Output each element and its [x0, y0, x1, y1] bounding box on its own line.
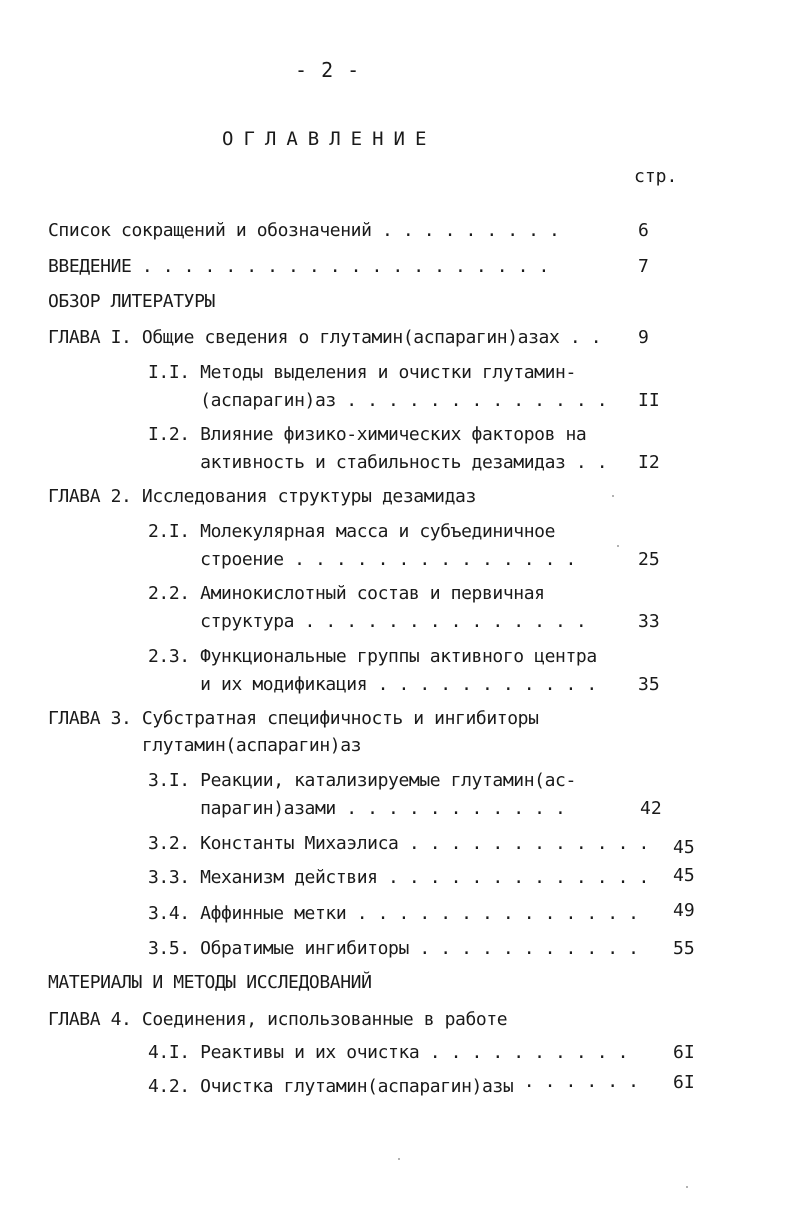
- toc-page-section-2-2: 33: [638, 611, 660, 632]
- scan-speck: [686, 1186, 688, 1188]
- toc-entry-section-3-1-line-1: 3.I. Реакции, катализируемые глутамин(ас-: [148, 770, 576, 791]
- toc-page-section-3-4: 49: [673, 900, 695, 921]
- page-column-label: стр.: [634, 166, 678, 187]
- toc-page-section-3-1: 42: [640, 798, 662, 819]
- toc-entry-section-3-3: 3.3. Механизм действия . . . . . . . . . . . . .: [148, 867, 649, 888]
- toc-entry-section-2-2-line-1: 2.2. Аминокислотный состав и первичная: [148, 583, 545, 604]
- toc-page-section-3-3: 45: [673, 865, 695, 886]
- toc-entry-section-1-2-line-1: I.2. Влияние физико-химических факторов на: [148, 424, 587, 445]
- toc-entry-chapter-4: ГЛАВА 4. Соединения, использованные в работе: [48, 1009, 508, 1030]
- toc-page-section-3-5: 55: [673, 938, 695, 959]
- toc-entry-section-4-1: 4.I. Реактивы и их очистка . . . . . . . . . .: [148, 1042, 629, 1063]
- toc-entry-section-1-1-line-2: (аспарагин)аз . . . . . . . . . . . . .: [148, 390, 608, 411]
- toc-entry-section-2-2-line-2: структура . . . . . . . . . . . . . .: [148, 611, 587, 632]
- toc-page-section-3-2: 45: [673, 837, 695, 858]
- toc-entry-section-3-4: 3.4. Аффинные метки . . . . . . . . . . . . . .: [148, 903, 639, 924]
- toc-entry-section-2-1-line-1: 2.I. Молекулярная масса и субъединичное: [148, 521, 556, 542]
- toc-page-section-2-1: 25: [638, 549, 660, 570]
- toc-page-section-4-2: 6I: [673, 1072, 695, 1093]
- toc-entry-section-2-3-line-1: 2.3. Функциональные группы активного центра: [148, 646, 597, 667]
- toc-entry-section-3-1-line-2: парагин)азами . . . . . . . . . . .: [148, 798, 566, 819]
- toc-entry-chapter-2: ГЛАВА 2. Исследования структуры дезамидаз: [48, 486, 476, 507]
- toc-entry-abbreviations: Список сокращений и обозначений . . . . . . . . .: [48, 220, 560, 241]
- toc-entry-section-3-5: 3.5. Обратимые ингибиторы . . . . . . . . . . .: [148, 938, 639, 959]
- toc-entry-section-1-2-line-2: активность и стабильность дезамидаз . .: [148, 452, 608, 473]
- page-number: - 2 -: [295, 58, 361, 82]
- toc-entry-section-1-1-line-1: I.I. Методы выделения и очистки глутамин-: [148, 362, 576, 383]
- toc-page-introduction: 7: [638, 256, 649, 277]
- toc-page-section-1-2: I2: [638, 452, 660, 473]
- toc-entry-literature-review: ОБЗОР ЛИТЕРАТУРЫ: [48, 291, 215, 312]
- toc-page-section-2-3: 35: [638, 674, 660, 695]
- toc-entry-chapter-3-line-2: глутамин(аспарагин)аз: [48, 735, 362, 756]
- toc-entry-chapter-1: ГЛАВА I. Общие сведения о глутамин(аспарагин)азах . .: [48, 327, 602, 348]
- toc-entry-section-4-2: 4.2. Очистка глутамин(аспарагин)азы · · · · · ·: [148, 1076, 639, 1097]
- toc-entry-materials-methods: МАТЕРИАЛЫ И МЕТОДЫ ИССЛЕДОВАНИЙ: [48, 972, 372, 993]
- toc-page-section-4-1: 6I: [673, 1042, 695, 1063]
- toc-entry-chapter-3-line-1: ГЛАВА 3. Субстратная специфичность и ингибиторы: [48, 708, 539, 729]
- scan-speck: [617, 545, 619, 547]
- toc-page-abbreviations: 6: [638, 220, 649, 241]
- toc-page-chapter-1: 9: [638, 327, 649, 348]
- toc-entry-introduction: ВВЕДЕНИЕ . . . . . . . . . . . . . . . . . . . .: [48, 256, 549, 277]
- toc-entry-section-2-1-line-2: строение . . . . . . . . . . . . . .: [148, 549, 576, 570]
- toc-heading: ОГЛАВЛЕНИЕ: [222, 128, 437, 150]
- toc-entry-section-2-3-line-2: и их модификация . . . . . . . . . . .: [148, 674, 597, 695]
- toc-page-section-1-1: II: [638, 390, 660, 411]
- scan-speck: [398, 1158, 400, 1160]
- toc-entry-section-3-2: 3.2. Константы Михаэлиса . . . . . . . . . . . .: [148, 833, 649, 854]
- scan-speck: [612, 495, 614, 497]
